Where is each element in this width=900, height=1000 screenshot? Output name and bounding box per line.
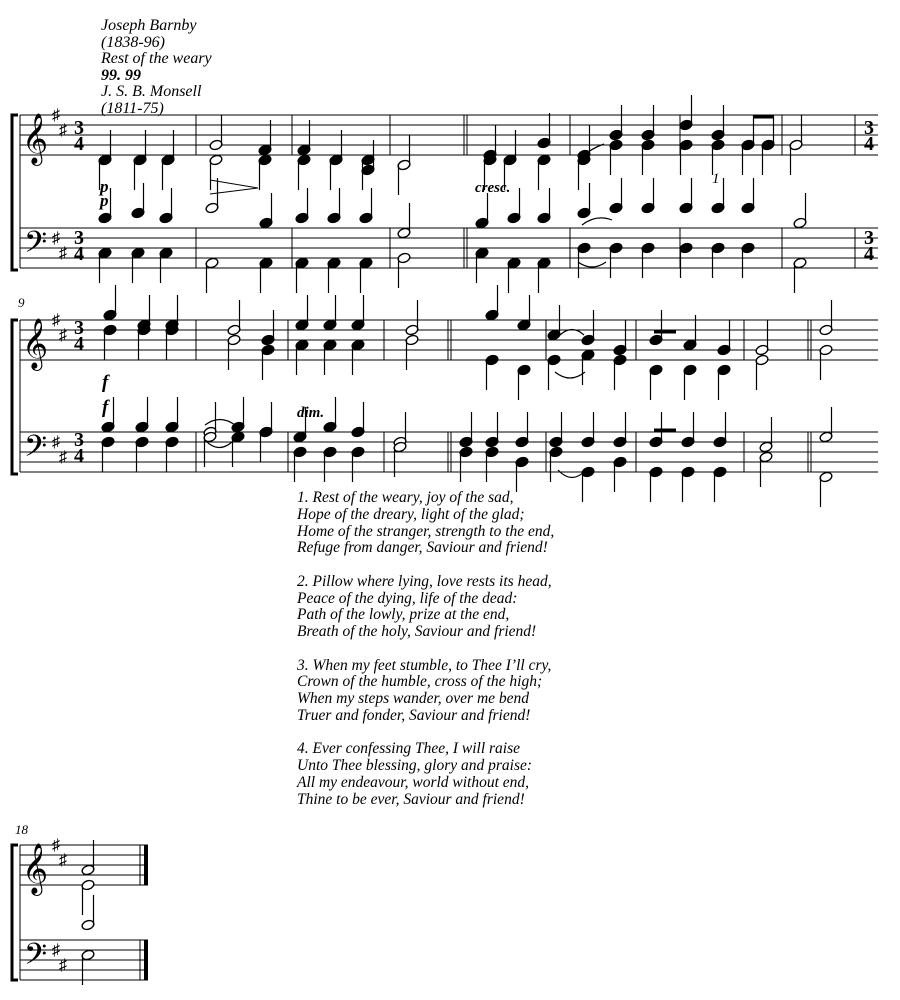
- svg-text:4: 4: [74, 243, 84, 265]
- dynamic-piano: p: [100, 191, 109, 210]
- key-signature-sharp: ♯: [52, 312, 60, 329]
- key-signature-sharp: ♯: [52, 837, 60, 854]
- key-signature-sharp: ♯: [59, 957, 67, 974]
- verse-line: Home of the stranger, strength to the end,: [297, 522, 555, 540]
- composer-name: Joseph Barnby: [101, 17, 197, 34]
- tune-name: Rest of the weary: [101, 50, 212, 67]
- verse-line: Refuge from danger, Saviour and friend!: [297, 539, 548, 557]
- dynamic-crescendo: cresc.: [475, 180, 511, 196]
- slur: [205, 420, 235, 426]
- svg-text:4: 4: [864, 133, 874, 155]
- verse-line: 1. Rest of the weary, joy of the sad,: [297, 489, 514, 506]
- measure-number-18: 18: [15, 822, 28, 837]
- key-signature-sharp: ♯: [52, 942, 60, 959]
- hymn-verses: [297, 490, 554, 825]
- meter: 99. 99: [101, 66, 141, 84]
- svg-text:3: 3: [74, 117, 84, 139]
- key-signature-sharp: ♯: [52, 107, 60, 124]
- svg-text:4: 4: [74, 333, 84, 355]
- composer-dates: (1838-96): [101, 33, 165, 51]
- verse-line: Crown of the humble, cross of the high;: [297, 673, 543, 691]
- verse-line: Path of the lowly, prize at the end,: [297, 606, 510, 624]
- key-signature-sharp: ♯: [59, 245, 67, 262]
- dynamic-diminuendo: dim.: [297, 405, 325, 421]
- key-signature-sharp: ♯: [52, 230, 60, 247]
- verse-1: [297, 490, 554, 557]
- bass-clef-icon: 𝄢: [24, 938, 48, 978]
- svg-text:3: 3: [74, 227, 84, 249]
- treble-clef-icon: 𝄞: [22, 844, 49, 893]
- verse-line: Breath of the holy, Saviour and friend!: [297, 623, 537, 641]
- verse-line: Unto Thee blessing, glory and praise:: [297, 757, 533, 775]
- verse-line: When my steps wander, over me bend: [297, 690, 530, 708]
- system-bracket: [12, 320, 18, 474]
- svg-text:3: 3: [74, 429, 84, 451]
- system-bracket: [12, 115, 18, 270]
- verse-line: All my endeavour, world without end,: [297, 773, 530, 791]
- measure-number-9: 9: [18, 295, 25, 310]
- key-signature-sharp: ♯: [59, 122, 67, 139]
- verse-3: [297, 658, 554, 725]
- dynamic-forte: f: [102, 397, 109, 418]
- key-signature-sharp: ♯: [59, 327, 67, 344]
- svg-text:3: 3: [864, 117, 874, 139]
- system-bracket: [12, 845, 18, 980]
- verse-line: 3. When my feet stumble, to Thee I’ll cry,: [297, 656, 552, 674]
- author-dates: (1811-75): [101, 99, 164, 117]
- key-signature-sharp: ♯: [52, 434, 60, 451]
- verse-line: Thine to be ever, Saviour and friend!: [297, 790, 525, 808]
- bass-clef-icon: 𝄢: [24, 430, 48, 470]
- verse-line: Hope of the dreary, light of the glad;: [297, 505, 525, 523]
- svg-text:4: 4: [74, 133, 84, 155]
- dynamic-piano: p: [100, 177, 109, 196]
- verse-2: [297, 574, 554, 641]
- treble-clef-icon: 𝄞: [22, 319, 49, 368]
- svg-text:3: 3: [864, 227, 874, 249]
- svg-text:4: 4: [74, 445, 84, 467]
- author-name: J. S. B. Monsell: [101, 83, 202, 100]
- verse-line: 4. Ever confessing Thee, I will raise: [297, 740, 520, 758]
- verse-4: [297, 741, 554, 808]
- verse-line: Peace of the dying, life of the dead:: [297, 589, 518, 607]
- svg-text:4: 4: [864, 243, 874, 265]
- slur: [582, 218, 612, 225]
- bass-clef-icon: 𝄢: [24, 226, 48, 266]
- key-signature-sharp: ♯: [59, 449, 67, 466]
- time-signature: [74, 117, 874, 467]
- slur: [555, 372, 585, 378]
- svg-text:3: 3: [74, 317, 84, 339]
- dynamic-forte: f: [102, 372, 109, 393]
- fingering-mark: 1: [712, 171, 720, 187]
- verse-line: 2. Pillow where lying, love rests its head,: [297, 572, 552, 590]
- slur: [578, 262, 606, 267]
- verse-line: Truer and fonder, Saviour and friend!: [297, 706, 531, 724]
- slur: [558, 470, 586, 478]
- treble-clef-icon: 𝄞: [22, 114, 49, 163]
- key-signature-sharp: ♯: [59, 852, 67, 869]
